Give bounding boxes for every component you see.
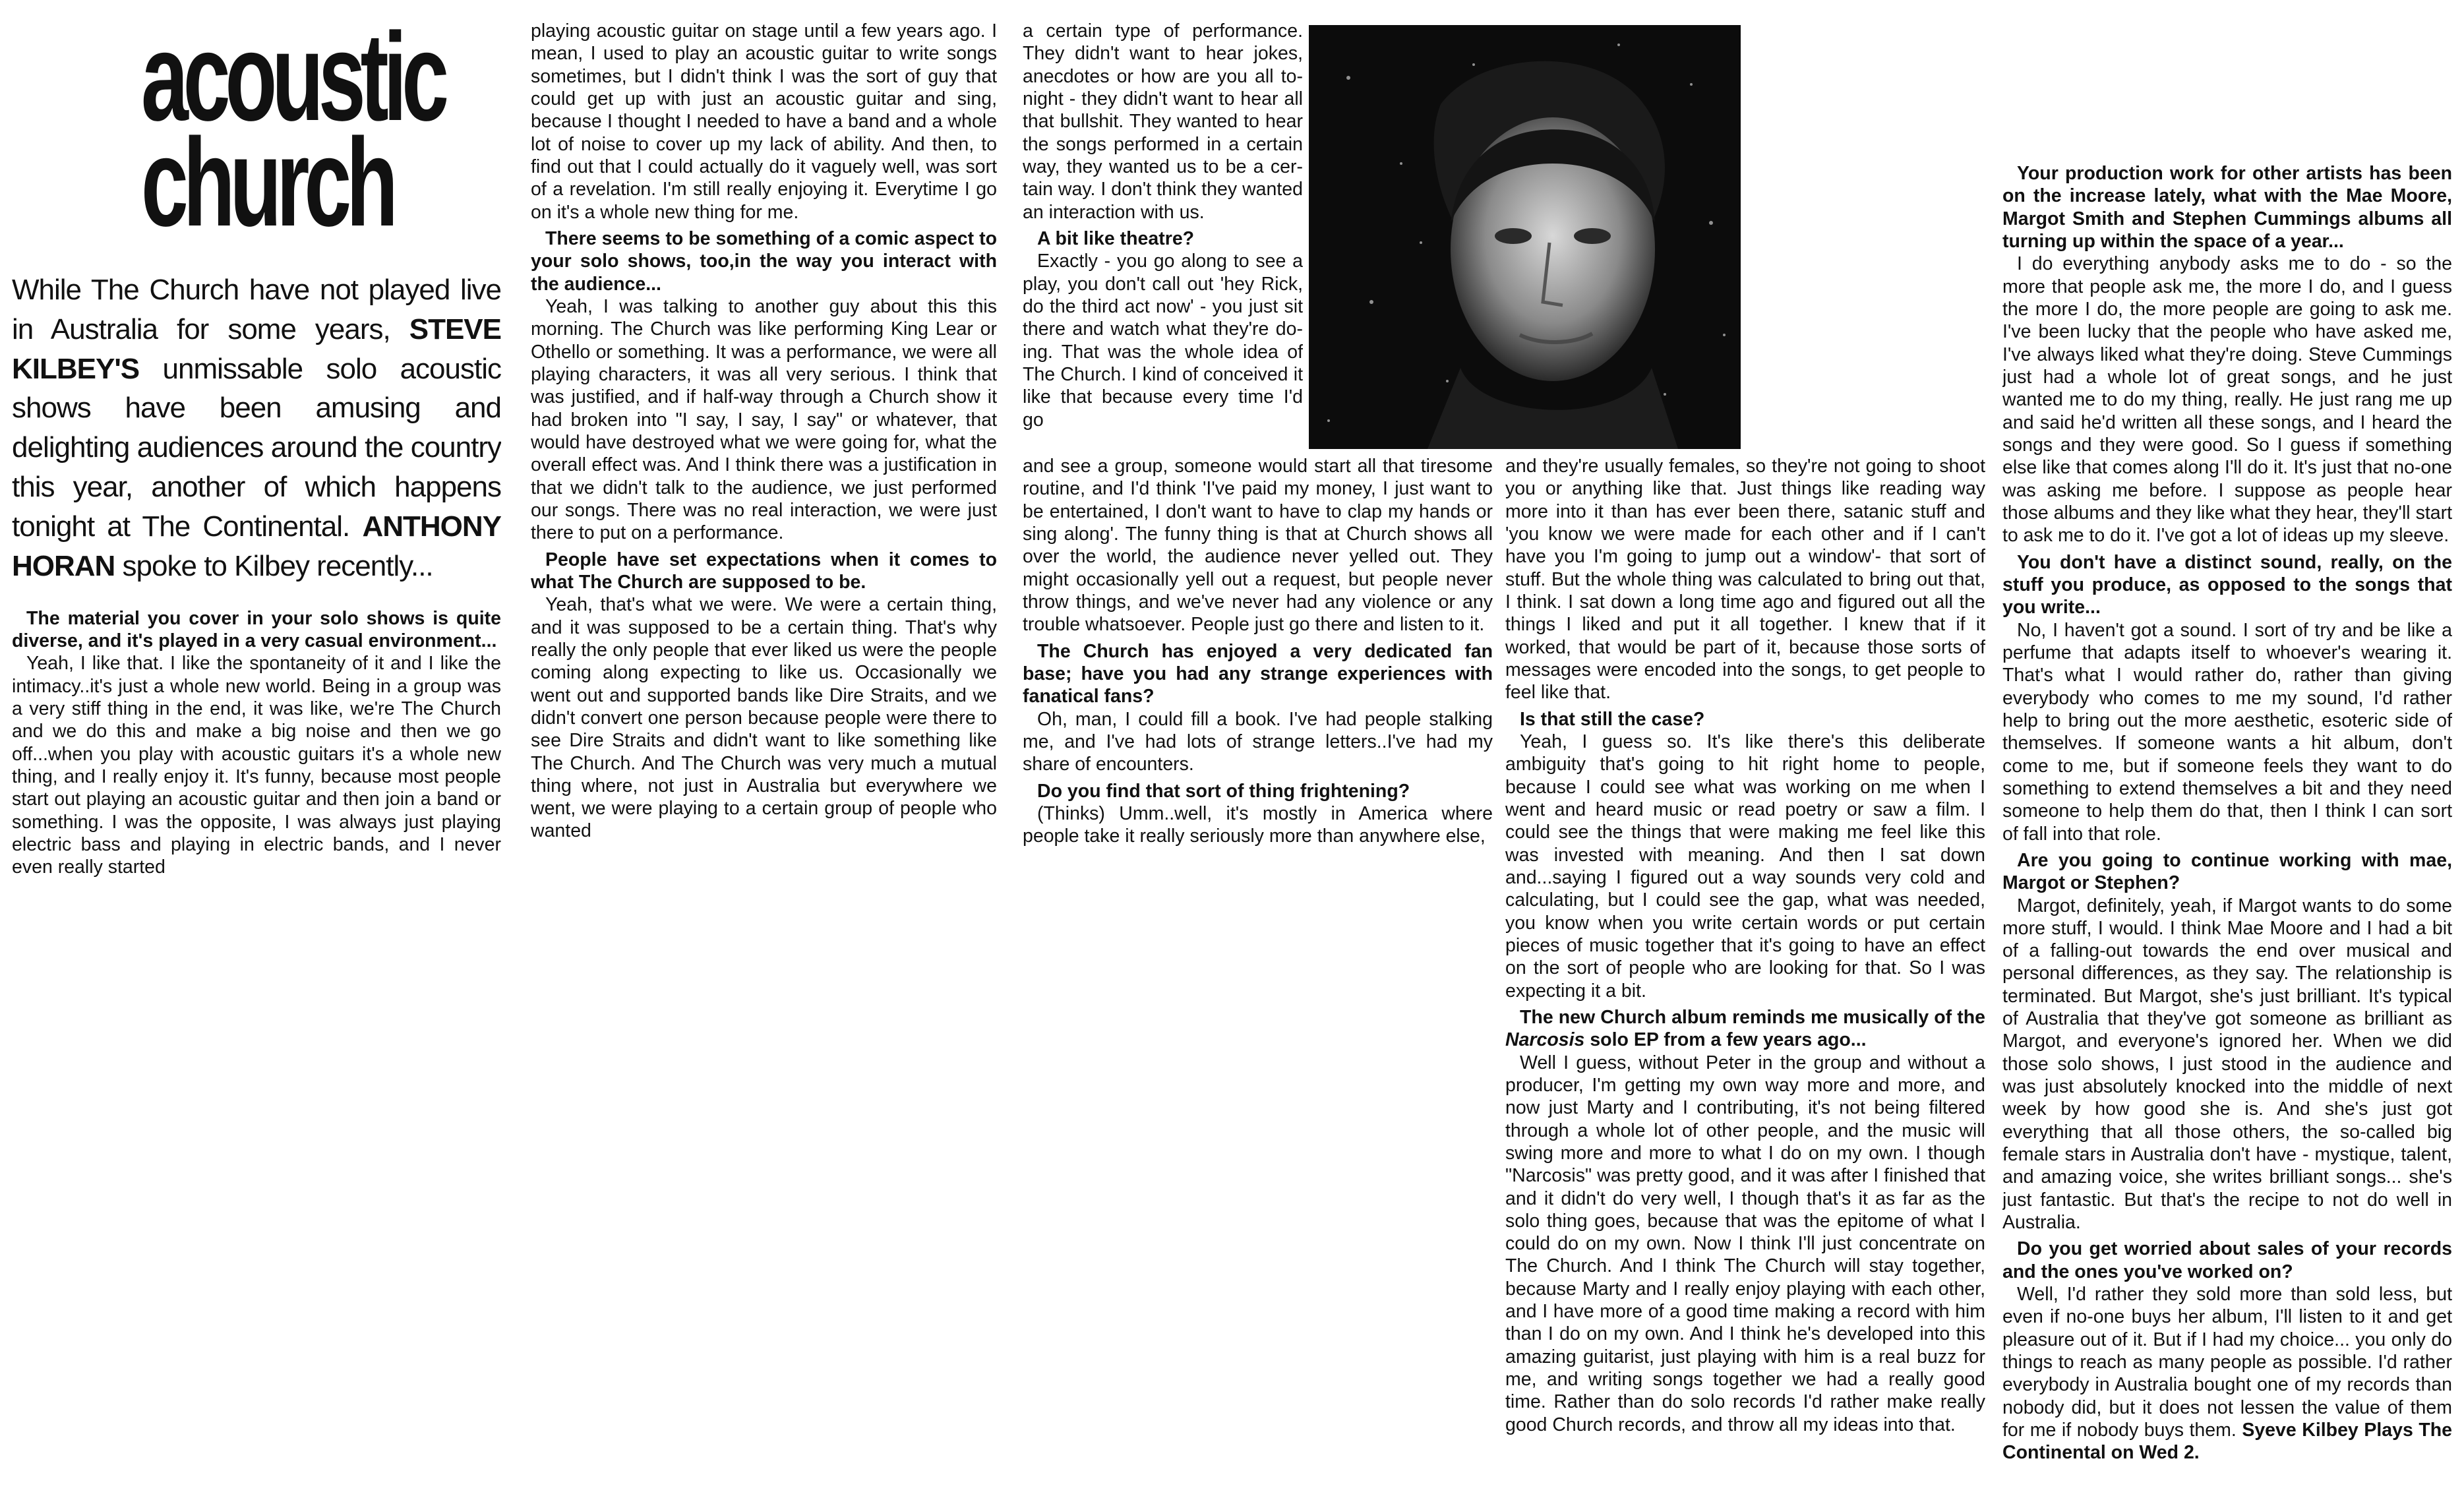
question: Your production work for other artists has been on the increase lately, what with the Mae Moore, Margot Smith and Stephen Cummings albums all turning up within the space of a year... <box>2002 163 2452 252</box>
column-1 <box>12 0 501 879</box>
answer-continued: and they're usually females, so they're not going to shoot you or anything like that. Just things like reading way more into it than has ever been there, satanic stuff and 'you know we were made for each other and if I can't have you I'm going to jump out a window'- that sort of stuff. But the whole thing was calculated to bring out that, I think. I sat down a long time ago and figured out all the things I liked and put it all together. I knew that if it worked, that would be part of it, because those sorts of messages were encoded into the songs, to get people to feel like that. <box>1505 456 1985 704</box>
answer: Yeah, I was talking to another guy about this this morning. The Church was like performing King Lear or Othello or something. It was a performance, we were all playing characters, it was all very serious. I think that was justified, and if half-way through a Church show it had broken into "I say, I say, I say" or whatever, that would have destroyed what we were going for, what the overall effect was. And I think there was a justification in that we didn't talk to the audience, we just performed our songs. There was no real interaction, we were just there to put on a performance. <box>531 295 997 544</box>
album-title: Narcosis <box>1505 1029 1585 1051</box>
question: You don't have a distinct sound, really, on the stuff you produce, as opposed to the songs that you write... <box>2002 551 2452 618</box>
column-5 <box>2002 158 2452 1464</box>
standfirst: While The Church have not played live in Australia for some years, STEVE KILBEY'S unmissable solo acoustic shows have been amusing and delighting audiences around the country this year, another of which happens tonight at The Continental. ANTHONY HORAN spoke to Kilbey recently... <box>12 274 501 582</box>
headline-line-2: church <box>141 113 393 253</box>
answer: I do everything anybody asks me to do - so the more that people ask me, the more I do, and I guess the more I do, the more people are going to ask me. I've been lucky that the people who have asked me, I've always liked what they're doing. Steve Cummings just had a whole lot of great songs, and he just wanted me to do my thing, really. He just rang me up and said he'd written all these songs, and I heard the songs and they were good. So I guess if something else like that comes along I'll do it. It's just that no-one was asking me before. I suppose as people hear those albums and they like what they hear, they'll start to ask me to do it. I've got a lot of ideas up my sleeve. <box>2002 253 2452 547</box>
answer: Well, I'd rather they sold more than sold less, but even if no-one buys her album, I'll listen to it and get pleasure out of it. But if I had my choice... you only do things to reach as many people as possible. I'd rather everybody in Australia bought one of my records than nobody did, but it does not lessen the value of them for me if nobody buys them. Syeve Kilbey Plays The Continental on Wed 2. <box>2002 1284 2452 1464</box>
question: The Church has enjoyed a very dedicated fan base; have you had any strange experiences with fanatical fans? <box>1023 640 1493 707</box>
question: Do you find that sort of thing frightening? <box>1037 780 1410 802</box>
question: People have set expectations when it comes to what The Church are supposed to be. <box>531 549 997 593</box>
answer: No, I haven't got a sound. I sort of try and be like a perfume that adapts itself to whoever's wearing it. That's what I would rather do, rather than giving everybody who comes to me my sound, I'd rather help to bring out the more aesthetic, esoteric side of themselves. If someone wants a hit album, don't come to me, but if someone feels they want to do something to extend themselves a bit and they need someone to help them do that, then I think I can sort of fall into that role. <box>2002 619 2452 845</box>
answer-continued: a certain type of performance. They didn't want to hear jokes, anecdotes or how are you all to-night - they didn't want to hear all that bullshit. They wanted to hear the songs performed in a certain way, they wanted us to be a cer-tain way. I don't think they wanted an interaction with us. <box>1023 20 1303 223</box>
answer: Yeah, I like that. I like the spontaneity of it and I like the intimacy..it's just a whole new world. Being in a group was a very stiff thing in the end, it was like, we're The Church and we do this and make a big noise and then we go off...when you play with acoustic guitars it's a whole new thing, and I really enjoy it. It's funny, because most people start out playing an acoustic guitar and then join a band or something. I was the opposite, I was always just playing electric bass and playing in electric bands, and I never even really started <box>12 653 501 878</box>
answer: (Thinks) Umm..well, it's mostly in America where people take it really seriously more than anywhere else, <box>1023 802 1493 847</box>
question: Do you get worried about sales of your records and the ones you've worked on? <box>2002 1238 2452 1282</box>
question: A bit like theatre? <box>1037 227 1195 249</box>
question: There seems to be something of a comic aspect to your solo shows, too,in the way you interact with the audience... <box>531 227 997 295</box>
question: The new Church album reminds me musically of the Narcosis solo EP from a few years ago... <box>1505 1006 1985 1051</box>
answer: Margot, definitely, yeah, if Margot wants to do some more stuff, I would. I think Mae Moore and I had a bit of a falling-out towards the end over musical and personal differences, as they say. The relationship is terminated. But Margot, she's just brilliant. It's typical of Australia that they've got someone as brilliant as Margot, and everyone's ignored her. When we did those solo shows, I just stood in the audience and was just absolutely knocked into the middle of next week by how good she is. And she's just got everything that all those others, the so-called big female stars in Australia don't have - mystique, talent, and amazing voice, she writes brilliant songs... she's just fantastic. But that's the recipe to not do well in Australia. <box>2002 895 2452 1234</box>
answer: Yeah, that's what we were. We were a certain thing, and it was supposed to be a certain thing. That's why really the only people that ever liked us were the people coming along expecting to like us. Occasionally we went out and supported bands like Dire Straits, and we didn't convert one person because people were there to see Dire Straits and didn't want to like something like The Church. And The Church was very much a mutual thing where, not just in Australia but everywhere we went, we were playing to a certain group of people who wanted <box>531 594 997 842</box>
column-2 <box>531 20 997 843</box>
headline <box>141 0 501 270</box>
kilbey-photo <box>1309 25 1741 449</box>
headline-line-1: acoustic <box>141 7 444 147</box>
answer: Exactly - you go along to see a play, you don't call out 'hey Rick, do the third act now' - you just sit there and watch what they're do-ing. That was the whole idea of The Church. I kind of conceived it like that because every time I'd go <box>1023 251 1303 431</box>
gig-details: Syeve Kilbey Plays The Continental on Wed 2. <box>2002 1420 2452 1464</box>
answer: Well I guess, without Peter in the group and without a producer, I'm getting my own way more and more, and now just Marty and I contributing, it's not being filtered through a whole lot of other people, and the music will swing more and more to what I do on my own. I though "Narcosis" was pretty good, and it was after I finished that and it didn't do very well, I though that's it as far as the solo thing goes, because that was the epitome of what I could do on my own. Now I think I'll just concentrate on The Church. And I think The Church will stay together, because Marty and I really enjoy playing with each other, and I have more of a good time making a record with him than I do on my own. And I think he's developed into this amazing guitarist, just playing with him is a real buzz for me, and writing songs together we had a really good time. Rather than do solo records I'd rather make really good Church records, and throw all my ideas into that. <box>1505 1052 1985 1435</box>
answer-continued: and see a group, someone would start all that tiresome routine, and I'd think 'I've paid my money, I just want to be entertained, I don't want to have to clap my hands or sing along'. The funny thing is that at Church shows all over the world, the audience never yelled out. They might occasionally yell out a request, but people never throw things, and we've never had any violence or any trouble whatsoever. People just go there and listen to it. <box>1023 456 1493 636</box>
question: The material you cover in your solo shows is quite diverse, and it's played in a very casual environment... <box>12 607 501 651</box>
question: Is that still the case? <box>1520 708 1705 730</box>
column-3-upper <box>1023 20 1303 451</box>
portrait-image <box>1309 25 1741 449</box>
column-3-lower <box>1023 455 1493 848</box>
answer-continued: playing acoustic guitar on stage until a few years ago. I mean, I used to play an acoustic guitar to write songs sometimes, but I didn't think I was the sort of guy that could get up with just an acoustic guitar and sing, because I thought I needed to have a band and a whole lot of noise to cover up my lack of ability. And then, to find out that I could actually do it vaguely well, was sort of a revelation. I'm still really enjoying it. Everytime I go on it's a whole new thing for me. <box>531 20 997 223</box>
answer: Oh, man, I could fill a book. I've had people stalking me, and I've had lots of strange letters..I've had my share of encounters. <box>1023 708 1493 775</box>
question: Are you going to continue working with mae, Margot or Stephen? <box>2002 849 2452 894</box>
column-4 <box>1505 455 1985 1436</box>
answer: Yeah, I guess so. It's like there's this deliberate ambiguity that's going to hit right home to people, because I could see what was working on me when I went and heard music or read poetry or saw a film. I could see the things that were making me feel like this was invested with meaning. And then I sat down and...saying I figured out a way sounds very cold and calculating, but I could see the gap, what was needed, you know when you write certain words or put certain pieces of music together that it's going to have an effect on the sort of people who are looking for that. So I was expecting it a bit. <box>1505 731 1985 1002</box>
